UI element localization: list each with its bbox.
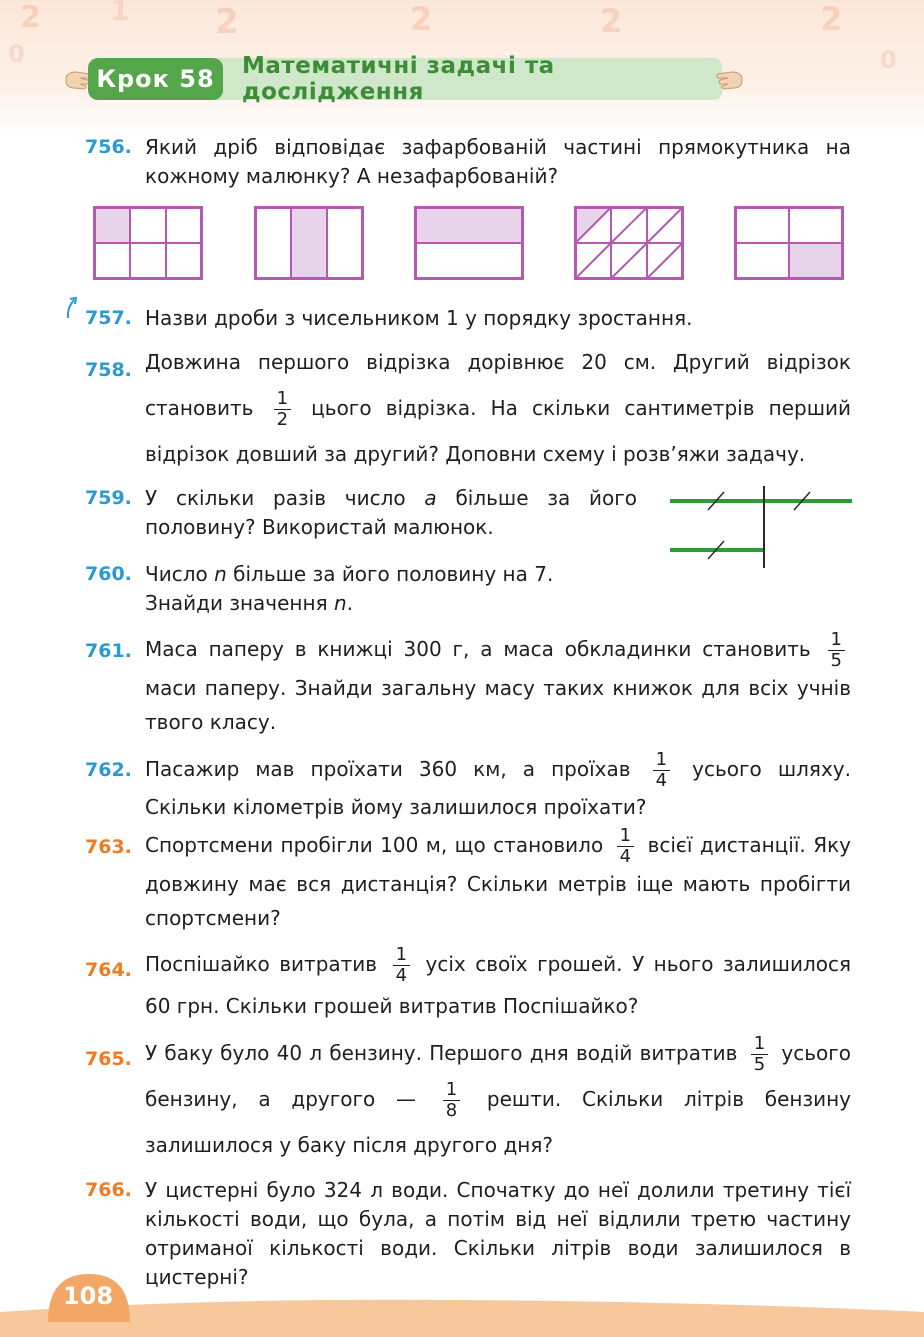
fraction: [393, 945, 410, 986]
fraction: [828, 630, 845, 671]
problem-text: Який дріб відповідає зафарбованій частині прямокутника на кожному малюнку? А незафарбованій?: [145, 135, 851, 188]
step-badge: Крок 58: [88, 58, 223, 100]
problem-text: [145, 484, 637, 542]
fraction-denominator: 5: [830, 650, 842, 671]
footer-band: [0, 1290, 924, 1337]
text-part: У скільки разів число: [145, 486, 406, 510]
text-part: Пасажир мав проїхати 360 км, а проїхав: [145, 757, 631, 781]
problem-757: [85, 304, 851, 333]
problem-762: [85, 750, 851, 823]
variable-a: a: [424, 486, 437, 510]
problem-text: У цистерні було 324 л води. Спочатку до неї долили третину тієї кількості води, що була, а потім від неї відлили третю частину отриманої кількості води. Скільки літрів води залишилося в цистерні?: [145, 1178, 851, 1289]
problem-756: [85, 133, 851, 191]
problem-number: 756.: [85, 136, 132, 158]
fraction: [443, 1080, 460, 1121]
fraction: [617, 826, 634, 867]
problem-number: 760.: [85, 563, 132, 585]
fraction-denominator: 4: [395, 965, 408, 986]
fraction-denominator: 5: [753, 1054, 766, 1075]
problem-760: [85, 560, 637, 618]
problem-number: 761.: [85, 640, 132, 662]
problem-text: [145, 339, 851, 477]
problem-758: [85, 347, 851, 477]
text-part: більше за його половину? Використай малюнок.: [145, 486, 637, 539]
text-part: Маса паперу в книжці 300 г, а маса обкладинки становить: [145, 637, 811, 661]
decorative-digits: 2: [20, 0, 41, 35]
problem-text: [145, 944, 851, 1026]
problem-763: [85, 826, 851, 935]
text-part: маси паперу. Знайди загальну масу таких книжок для всіх учнів твого класу.: [145, 676, 851, 734]
lesson-header: [72, 53, 732, 105]
fraction: [653, 750, 670, 791]
text-part: усього шляху. Скільки кілометрів йому залишилося проїхати?: [145, 757, 851, 819]
text-part: цього відрізка. На скільки сантиметрів перший відрізок довший за другий? Доповни схему і розв’яжи задачу.: [145, 396, 851, 466]
problem-text: [145, 560, 637, 618]
problem-text: [145, 630, 851, 739]
text-part: Спортсмени пробігли 100 м, що становило: [145, 833, 604, 857]
rectangle-2: [254, 206, 364, 280]
problem-number: 766.: [85, 1179, 132, 1201]
problem-number: 757.: [85, 307, 132, 329]
text-part: Число: [145, 562, 208, 586]
problem-number: 758.: [85, 359, 132, 381]
problem-number: 765.: [85, 1048, 132, 1070]
fraction: [751, 1034, 768, 1075]
fraction: [274, 389, 291, 430]
rectangle-3: [414, 206, 524, 280]
lesson-title: Математичні задачі та дослідження: [242, 53, 555, 105]
decorative-digits: 2: [600, 2, 623, 40]
text-part: Поспішайко витратив: [145, 952, 378, 976]
fraction-denominator: 2: [276, 409, 289, 430]
fraction-numerator: 1: [617, 826, 634, 847]
variable-n: n: [333, 591, 347, 615]
page-number: 108: [62, 1282, 114, 1310]
fraction-numerator: 1: [274, 389, 291, 410]
decorative-digits: 2: [410, 0, 433, 38]
text-part: більше за його половину на 7. Знайди значення: [145, 562, 554, 615]
text-part: усього бензину, а другого —: [145, 1041, 851, 1111]
pointing-hand-icon: [716, 66, 744, 94]
problem-759: [85, 484, 637, 542]
problem-761: [85, 630, 851, 739]
problem-number: 759.: [85, 487, 132, 509]
decorative-digits: 2: [215, 2, 239, 42]
problem-number: 763.: [85, 836, 132, 858]
text-part: решти. Скільки літрів бензину залишилося у баку після другого дня?: [145, 1087, 852, 1157]
rectangle-1: [93, 206, 203, 280]
text-part: .: [346, 591, 354, 615]
variable-n: n: [214, 562, 227, 586]
decorative-digits: 0: [880, 46, 897, 74]
fraction-denominator: 4: [655, 770, 668, 791]
text-part: всієї дистанції. Яку довжину має вся дистанція? Скільки метрів іще мають пробігти спортсмени?: [145, 833, 852, 930]
fraction-denominator: 8: [445, 1100, 458, 1121]
problem-text: [145, 750, 851, 823]
problem-number: 764.: [85, 959, 132, 981]
fraction-numerator: 1: [828, 630, 845, 651]
problem-765: [85, 1030, 851, 1168]
fraction-numerator: 1: [443, 1080, 460, 1101]
problem-764: [85, 944, 851, 1026]
segment-diagram: [668, 484, 854, 570]
fraction-denominator: 4: [619, 846, 632, 867]
fraction-numerator: 1: [393, 945, 410, 966]
rectangle-5: [734, 206, 844, 280]
problem-text: Назви дроби з чисельником 1 у порядку зростання.: [145, 306, 693, 330]
problem-number: 762.: [85, 759, 132, 781]
problem-text: [145, 1030, 851, 1168]
arrow-mark-icon: [64, 296, 84, 320]
text-part: У баку було 40 л бензину. Першого дня водій витратив: [145, 1041, 738, 1065]
text-part: усіх своїх грошей. У нього залишилося 60 грн. Скільки грошей витратив Поспішайко?: [145, 952, 851, 1018]
decorative-digits: 1: [110, 0, 130, 27]
fraction-rectangles: [93, 206, 853, 280]
problem-text: [145, 826, 851, 935]
fraction-numerator: 1: [751, 1034, 768, 1055]
problem-766: [85, 1176, 851, 1292]
fraction-numerator: 1: [653, 750, 670, 771]
rectangle-4: [574, 206, 684, 280]
decorative-digits: 0: [8, 40, 25, 68]
decorative-digits: 2: [820, 0, 843, 38]
text-part: Довжина першого відрізка дорівнює 20 см. Другий відрізок становить: [145, 350, 851, 420]
